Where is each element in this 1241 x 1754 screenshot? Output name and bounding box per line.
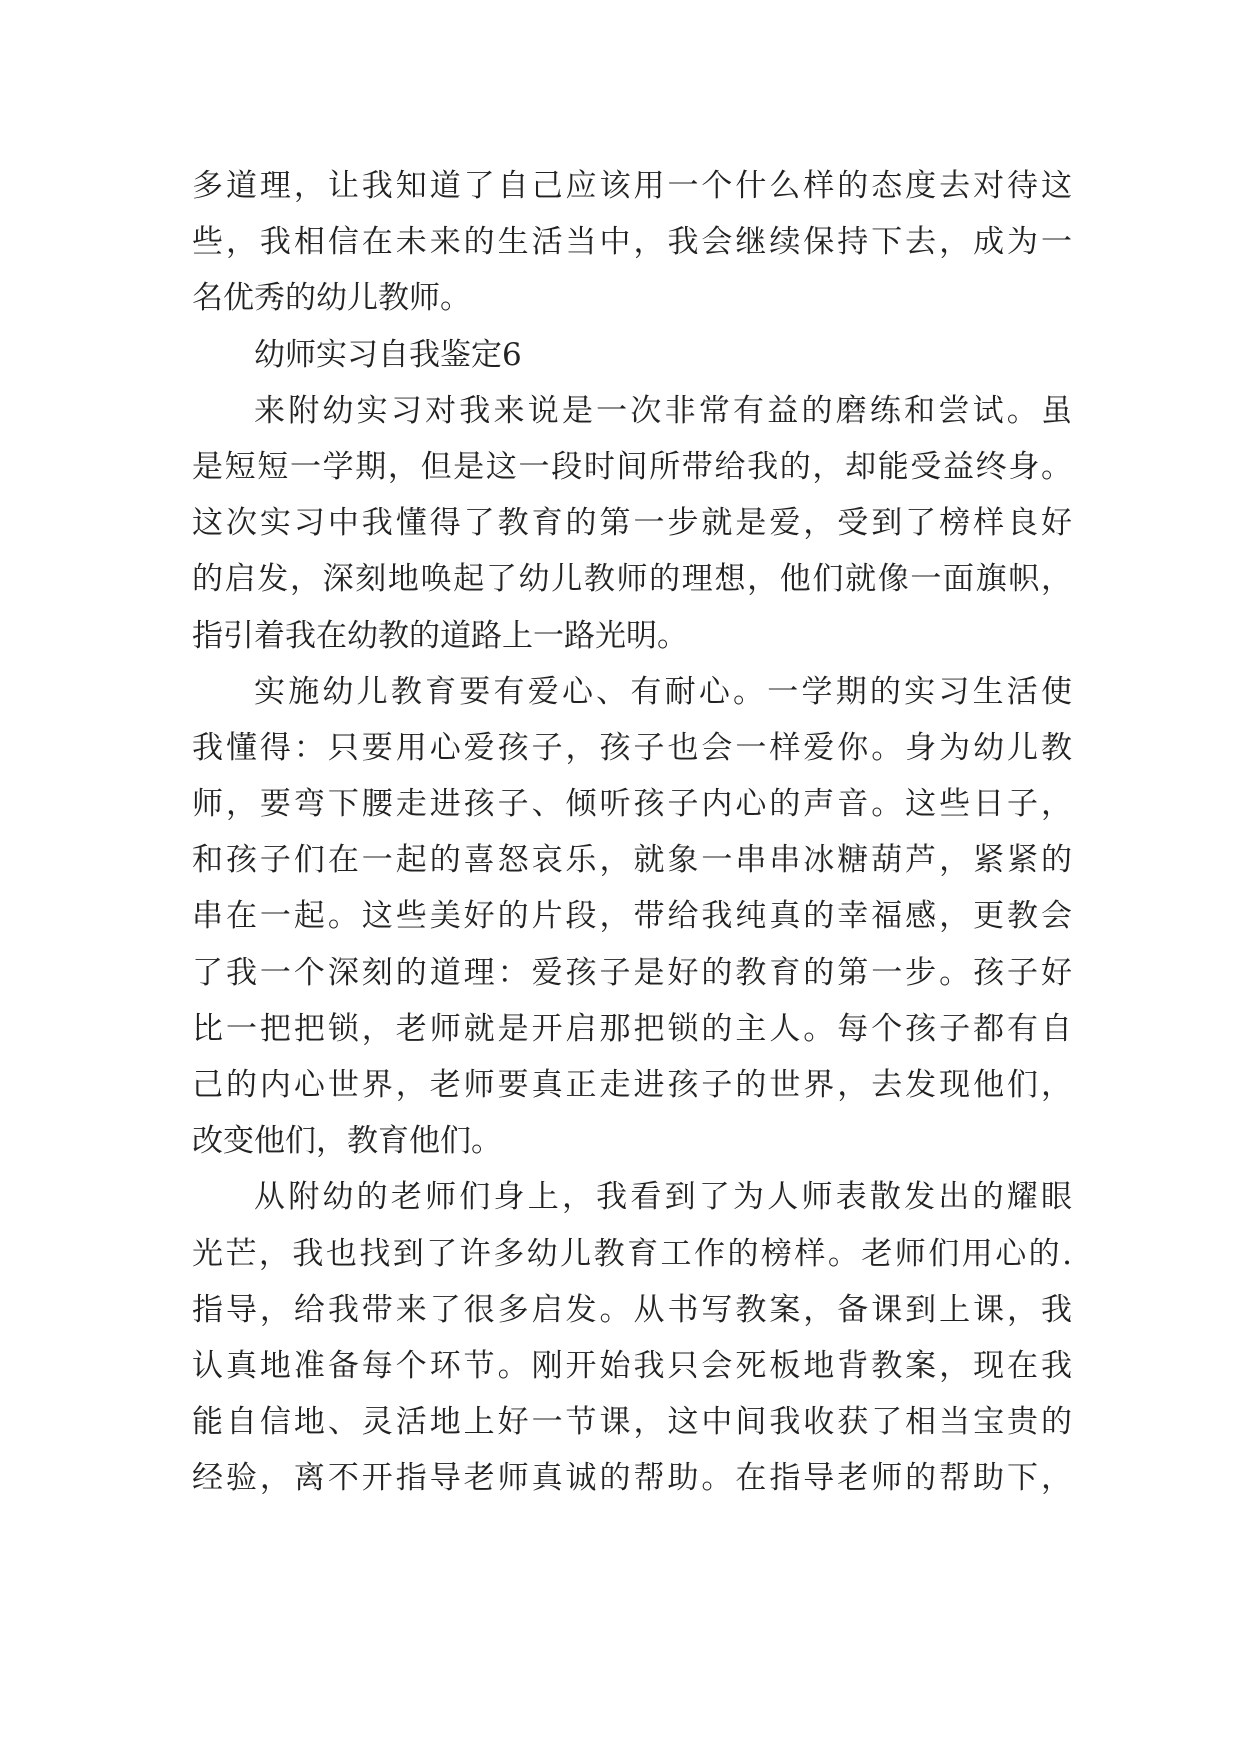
text-line: 光芒，我也找到了许多幼儿教育工作的榜样。老师们用心的. <box>192 1235 1072 1272</box>
text-line: 名优秀的幼儿教师。 <box>192 280 471 317</box>
text-line: 指引着我在幼教的道路上一路光明。 <box>192 617 688 654</box>
text-line: 经验，离不开指导老师真诚的帮助。在指导老师的帮助下， <box>192 1460 1072 1497</box>
text-line: 实施幼儿教育要有爱心、有耐心。一学期的实习生活使 <box>254 673 1072 710</box>
text-line: 能自信地、灵活地上好一节课，这中间我收获了相当宝贵的 <box>192 1404 1072 1441</box>
section-heading: 幼师实习自我鉴定6 <box>254 336 522 373</box>
text-line: 串在一起。这些美好的片段，带给我纯真的幸福感，更教会 <box>192 898 1072 935</box>
text-line: 我懂得：只要用心爱孩子，孩子也会一样爱你。身为幼儿教 <box>192 729 1072 766</box>
text-line: 认真地准备每个环节。刚开始我只会死板地背教案，现在我 <box>192 1347 1072 1384</box>
text-line: 己的内心世界，老师要真正走进孩子的世界，去发现他们， <box>192 1067 1072 1103</box>
text-line: 这次实习中我懂得了教育的第一步就是爱，受到了榜样良好 <box>192 505 1072 542</box>
text-line: 些，我相信在未来的生活当中，我会继续保持下去，成为一 <box>192 224 1072 261</box>
text-line: 改变他们，教育他们。 <box>192 1123 502 1160</box>
paragraph <box>192 664 1072 1170</box>
text-line: 的启发，深刻地唤起了幼儿教师的理想，他们就像一面旗帜， <box>192 561 1072 598</box>
text-line: 来附幼实习对我来说是一次非常有益的磨练和尝试。虽 <box>254 392 1072 429</box>
paragraph-continuation <box>192 158 1072 327</box>
paragraph <box>192 383 1072 664</box>
text-line: 了我一个深刻的道理：爱孩子是好的教育的第一步。孩子好 <box>192 954 1072 991</box>
text-line: 师，要弯下腰走进孩子、倾听孩子内心的声音。这些日子， <box>192 786 1072 823</box>
document-body <box>192 158 1072 1507</box>
text-line: 是短短一学期，但是这一段时间所带给我的，却能受益终身。 <box>192 448 1072 485</box>
text-line: 多道理，让我知道了自己应该用一个什么样的态度去对待这 <box>192 168 1072 204</box>
text-line: 比一把把锁，老师就是开启那把锁的主人。每个孩子都有自 <box>192 1010 1072 1047</box>
text-line: 从附幼的老师们身上，我看到了为人师表散发出的耀眼 <box>254 1179 1072 1216</box>
text-line: 和孩子们在一起的喜怒哀乐，就象一串串冰糖葫芦，紧紧的 <box>192 842 1072 879</box>
paragraph <box>192 1169 1072 1506</box>
text-line: 指导，给我带来了很多启发。从书写教案，备课到上课，我 <box>192 1291 1072 1328</box>
